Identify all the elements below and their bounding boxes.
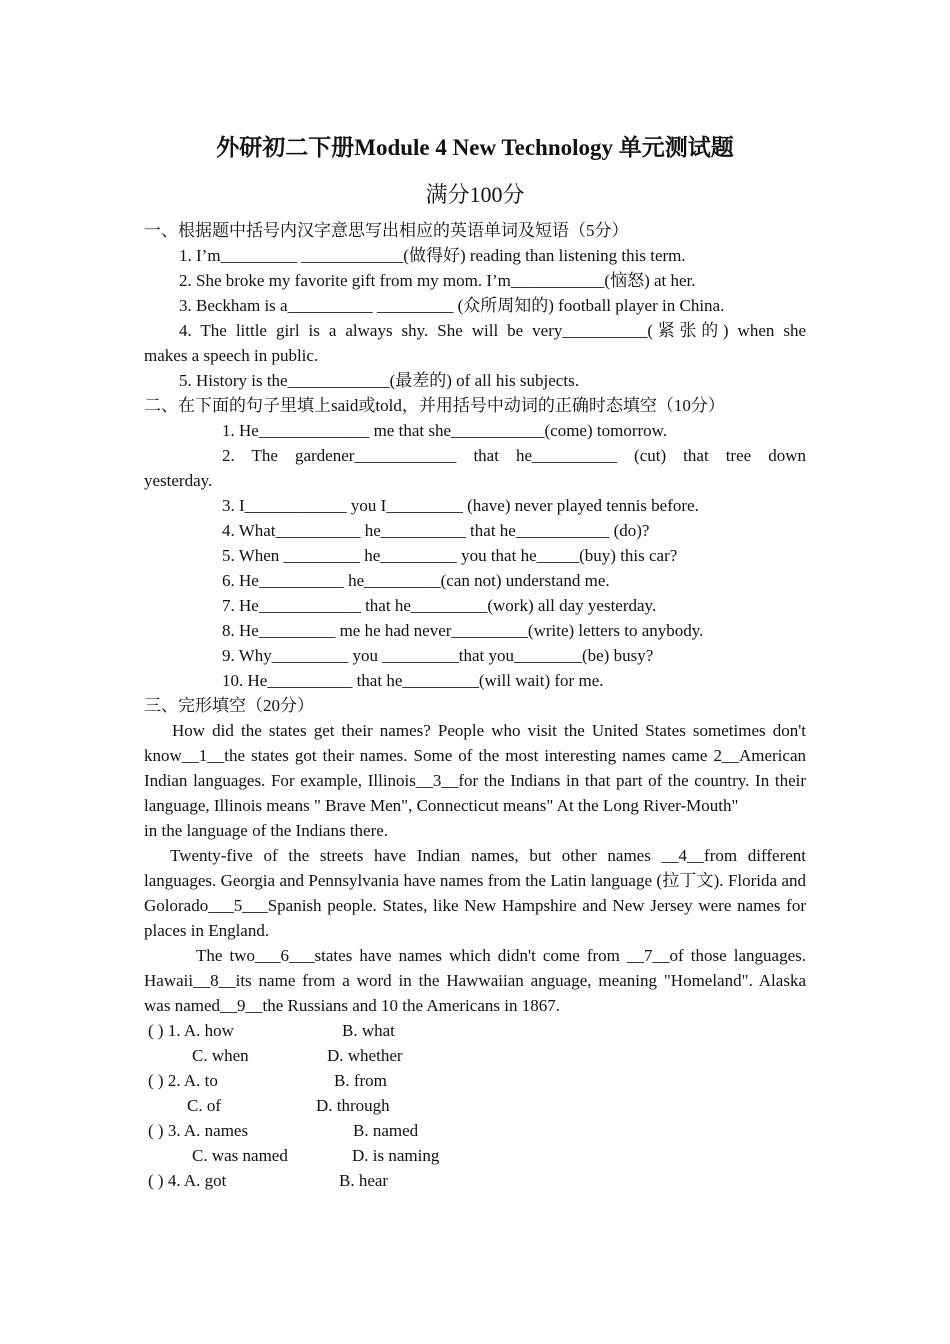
question-line: 9. Why_________ you _________that you________(be) busy? xyxy=(222,646,654,665)
option-d: D. is naming xyxy=(352,1146,440,1165)
passage-paragraph: Twenty-five of the streets have Indian names, but other names __4__from different languages. Georgia and Pennsylvania have names from the Latin language (拉丁文). Florida and Golorado___5___Spanish people. States, like New Hampshire and New Jersey were names for places in England. xyxy=(144,846,806,940)
option-row xyxy=(144,1068,806,1093)
question-line: 5. When _________ he_________ you that he_____(buy) this car? xyxy=(222,546,678,565)
option-d: D. whether xyxy=(327,1046,403,1065)
option-b: B. named xyxy=(353,1121,419,1140)
passage-paragraph: The two___6___states have names which didn't come from __7__of those languages. Hawaii__8__its name from a word in the Hawwaiian anguage, meaning "Homeland". Alaska was named__9__the Russians and 10 the Americans in 1867. xyxy=(144,946,806,1015)
option-row xyxy=(144,1168,806,1193)
option-a: ( ) 3. A. names xyxy=(148,1121,249,1140)
option-c: C. of xyxy=(187,1096,221,1115)
section-heading: 三、完形填空（20分） xyxy=(144,696,314,715)
page-subtitle: 满分100分 xyxy=(425,182,525,207)
question-line: 8. He_________ me he had never_________(write) letters to anybody. xyxy=(222,621,704,640)
question-line: 10. He__________ that he_________(will wait) for me. xyxy=(222,671,604,690)
question-line: 4. The little girl is a always shy. She will be very__________(紧张的) when she xyxy=(179,321,806,340)
passage-paragraph: in the language of the Indians there. xyxy=(144,821,389,840)
section-heading: 一、根据题中括号内汉字意思写出相应的英语单词及短语（5分） xyxy=(144,221,629,240)
option-row xyxy=(144,1143,806,1168)
question-line: 1. I’m_________ ____________(做得好) reading than listening this term. xyxy=(179,246,686,265)
option-row xyxy=(144,1118,806,1143)
question-line: 2. She broke my favorite gift from my mom. I’m___________(恼怒) at her. xyxy=(179,271,696,290)
question-line: yesterday. xyxy=(144,471,213,490)
question-line: 5. History is the____________(最差的) of all his subjects. xyxy=(179,371,579,390)
question-line: 4. What__________ he__________ that he___________ (do)? xyxy=(222,521,650,540)
question-line: 2. The gardener____________ that he__________ (cut) that tree down xyxy=(222,446,806,465)
question-line: 7. He____________ that he_________(work) all day yesterday. xyxy=(222,596,657,615)
option-row xyxy=(144,1093,806,1118)
option-c: C. when xyxy=(192,1046,249,1065)
section-heading: 二、在下面的句子里填上said或told，并用括号中动词的正确时态填空（10分） xyxy=(144,396,725,415)
option-a: ( ) 4. A. got xyxy=(148,1171,227,1190)
option-row xyxy=(144,1018,806,1043)
passage-paragraph: How did the states get their names? People who visit the United States sometimes don't know__1__the states got their names. Some of the most interesting names came 2__American Indian languages. For example, Illinois__3__for the Indians in that part of the country. In their language, Illinois means " Brave Men", Connecticut means" At the Long River-Mouth" xyxy=(144,721,806,815)
question-line: 3. I____________ you I_________ (have) never played tennis before. xyxy=(222,496,699,515)
question-line: 1. He_____________ me that she___________(come) tomorrow. xyxy=(222,421,668,440)
question-line: 3. Beckham is a__________ _________ (众所周知的) football player in China. xyxy=(179,296,725,315)
option-d: D. through xyxy=(316,1096,390,1115)
option-b: B. what xyxy=(342,1021,395,1040)
option-c: C. was named xyxy=(192,1146,288,1165)
option-b: B. hear xyxy=(339,1171,389,1190)
worksheet-page xyxy=(144,130,806,1193)
page-title: 外研初二下册Module 4 New Technology 单元测试题 xyxy=(216,135,734,160)
option-row xyxy=(144,1043,806,1068)
question-line: makes a speech in public. xyxy=(144,346,319,365)
question-line: 6. He__________ he_________(can not) understand me. xyxy=(222,571,610,590)
option-b: B. from xyxy=(334,1071,387,1090)
option-a: ( ) 2. A. to xyxy=(148,1071,218,1090)
option-a: ( ) 1. A. how xyxy=(148,1021,234,1040)
